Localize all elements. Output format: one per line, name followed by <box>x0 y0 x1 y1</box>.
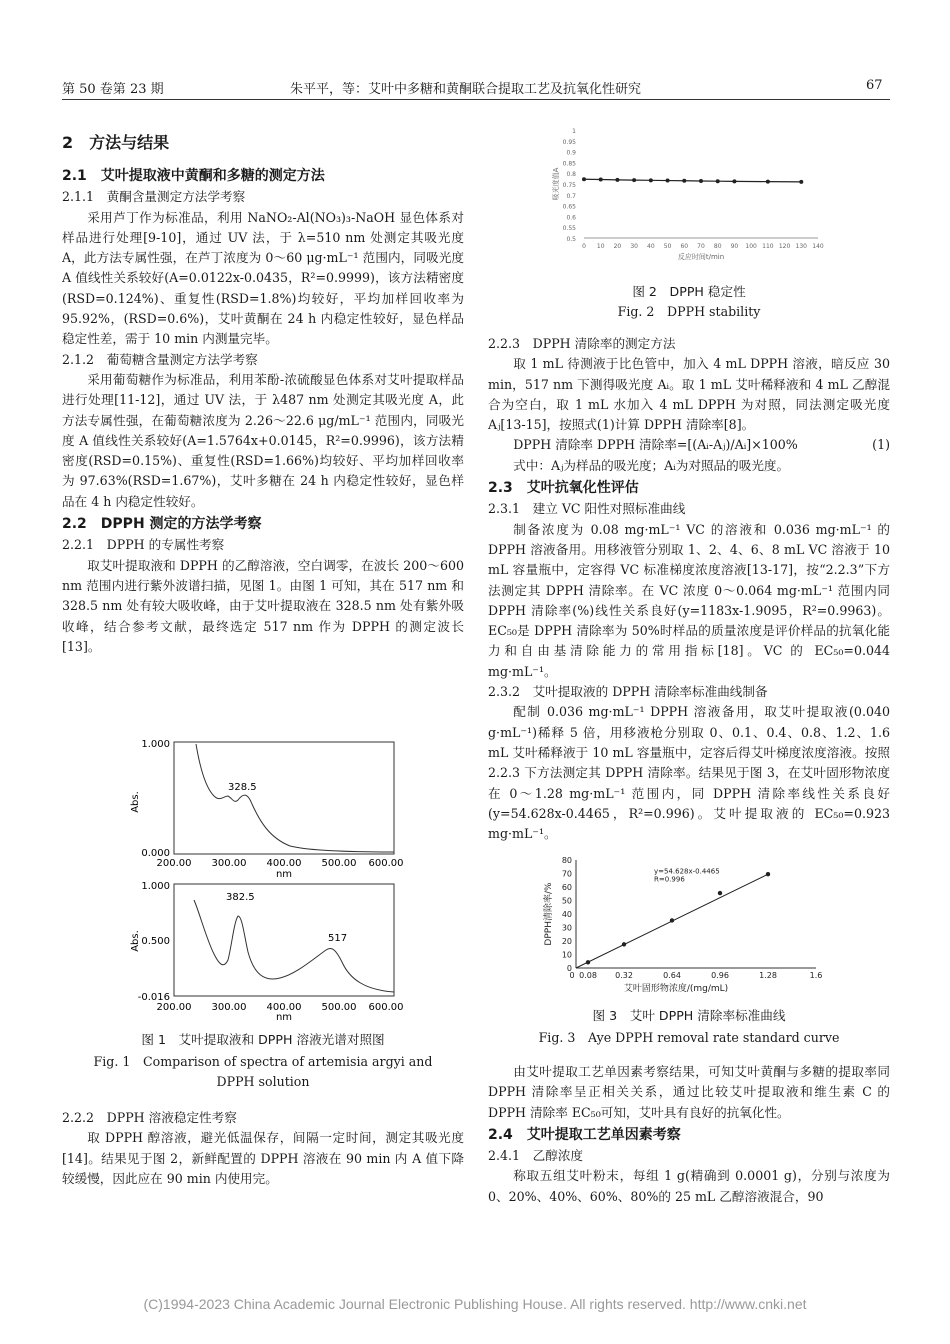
fig2-ytick-label: 0.95 <box>562 138 576 146</box>
fig3-caption-en: Fig. 3 Aye DPPH removal rate standard curve <box>538 1030 840 1045</box>
fig1-bottom-xtick: 300.00 <box>211 1002 247 1013</box>
fig2-caption-en: Fig. 2 DPPH stability <box>617 304 761 319</box>
fig3-caption-cn: 图 3 艾叶 DPPH 清除率标准曲线 <box>592 1008 786 1023</box>
fig2-ytick-label: 0.55 <box>562 225 576 233</box>
fig3-data-point <box>718 891 722 895</box>
fig3-ytick-label: 60 <box>561 883 572 892</box>
fig2-xtick-label: 140 <box>812 243 824 250</box>
fig2-data-point <box>632 178 636 182</box>
left-column-bottom <box>62 1108 464 1189</box>
fig1-bottom-peak-label-2: 517 <box>328 933 348 944</box>
section-title: 2 方法与结果 <box>62 133 170 152</box>
fig2-xtick-label: 10 <box>596 243 605 250</box>
fig1-top-xtick: 300.00 <box>211 858 247 869</box>
paragraph-2-1-2: 采用葡萄糖作为标准品，利用苯酚-浓硫酸显色体系对艾叶提取样品进行处理[11-12]，通过 UV 法，于 λ487 nm 处测定其吸光度 A，此方法专属性强，在葡萄糖浓度为 2.26～22.6 μg/mL⁻¹ 范围内，同吸光度 A 值线性关系较好(A=1.5764x+0.0145，R²=0.9996)，该方法精密度(RSD=0.15%)、重复性(RSD=1.66%)均较好、平均加样回收率为 97.63%(RSD=1.67%)，艾叶多糖在 24 h 内稳定性较好，显色样品在 4 h 内稳定性较好。 <box>62 371 464 509</box>
fig3-xtick-label: 0.32 <box>615 971 633 980</box>
fig1-caption-cn: 图 1 艾叶提取液和 DPPH 溶液光谱对照图 <box>141 1032 385 1047</box>
paragraph-2-3-conclusion: 由艾叶提取工艺单因素考察结果，可知艾叶黄酮与多糖的提取率同 DPPH 清除率呈正相关关系，通过比较艾叶提取液和维生素 C 的 DPPH 清除率 EC₅₀可知，艾叶具有良好的抗氧化性。 <box>488 1064 890 1120</box>
subsection-2-3-1-title: 2.3.1 建立 VC 阳性对照标准曲线 <box>488 501 686 517</box>
fig1-top-ylabel: Abs. <box>130 791 141 813</box>
fig2-data-point <box>582 177 586 181</box>
fig2-data-point <box>699 179 703 183</box>
fig3-ytick-label: 30 <box>561 923 572 933</box>
fig3-data-point <box>670 918 674 922</box>
fig2-xtick-label: 30 <box>630 243 638 250</box>
right-column <box>488 334 890 844</box>
subsection-2-2-1-title: 2.2.1 DPPH 的专属性考察 <box>62 537 225 553</box>
fig2-data-point <box>599 177 603 181</box>
subsection-2-4-1-title: 2.4.1 乙醇浓度 <box>488 1148 584 1164</box>
subsection-2-2-3-title: 2.2.3 DPPH 清除率的测定方法 <box>488 336 676 351</box>
fig2-ytick-label: 0.7 <box>566 192 576 200</box>
fig2-xtick-label: 20 <box>613 243 622 250</box>
fig1-caption-en-2: DPPH solution <box>216 1074 310 1089</box>
fig2-ytick-label: 0.5 <box>566 236 576 243</box>
fig2-xtick-label: 120 <box>778 243 791 250</box>
fig2-ytick-label: 1 <box>572 128 576 135</box>
fig2-data-point <box>615 178 619 182</box>
fig1-bottom-ytick: 0.500 <box>141 936 170 947</box>
fig3-ytick-label: 70 <box>561 869 572 879</box>
left-column <box>62 164 464 657</box>
fig1-bottom-xtick: 500.00 <box>321 1002 357 1013</box>
paragraph-2-2-2: 取 DPPH 醇溶液，避光低温保存，间隔一定时间，测定其吸光度[14]。结果见于图 2，新鲜配置的 DPPH 溶液在 90 min 内 A 值下降较缓慢，因此应在 90 min 内使用完。 <box>62 1130 464 1186</box>
figure-3-dpph-removal-curve <box>540 852 840 1002</box>
fig1-bottom-ytick: -0.016 <box>137 992 170 1003</box>
fig2-xtick-label: 90 <box>730 243 739 250</box>
fig3-xtick-label: 0.64 <box>663 971 681 980</box>
paragraph-2-1-1: 采用芦丁作为标准品，利用 NaNO₂-Al(NO₃)₃-NaOH 显色体系对样品进行处理[9-10]，通过 UV 法，于 λ=510 nm 处测定其吸光度 A，此方法专属性强，在芦丁浓度为 0～60 μg·mL⁻¹ 范围内，同吸光度 A 值线性关系较好(A=0.0122x-0.0435，R²=0.9999)，该方法精密度(RSD=0.124%)、重复性(RSD=1.8%)均较好，平均加样回收率为 95.92%，(RSD=0.6%)，艾叶黄酮在 24 h 内稳定性较好，显色样品稳定性差，需于 10 min 内测量完毕。 <box>62 209 464 347</box>
fig2-ytick-label: 0.65 <box>562 203 576 211</box>
fig2-data-point <box>732 179 736 183</box>
fig1-bottom-peak-label-1: 382.5 <box>226 892 255 903</box>
fig2-xtick-label: 40 <box>647 243 655 250</box>
fig1-top-xlabel: nm <box>275 869 293 880</box>
equation-1 <box>488 435 890 455</box>
fig3-xtick-label: 0.96 <box>711 971 729 980</box>
fig2-xtick-label: 130 <box>795 243 808 250</box>
fig2-ytick-label: 0.75 <box>562 182 576 189</box>
fig3-xtick-label: 1.6 <box>809 971 823 980</box>
fig3-r-annotation: R=0.996 <box>654 875 685 884</box>
paragraph-2-3-1: 制备浓度为 0.08 mg·mL⁻¹ VC 的溶液和 0.036 mg·mL⁻¹ 的 DPPH 溶液备用。用移液管分别取 1、2、4、6、8 mL VC 溶液于 10 mL 容量瓶中，定容得 VC 标准梯度浓度溶液[13-17]，按“2.2.3”下方法测定其 DPPH 清除率。在 VC 浓度 0～0.064 mg·mL⁻¹ 范围内同 DPPH 清除率(%)线性关系良好(y=1183x-1.9095，R²=0.9963)。EC₅₀是 DPPH 清除率为 50%时样品的质量浓度是评价样品的抗氧化能力和自由基清除能力的常用指标[18]。VC 的 EC₅₀=0.044 mg·mL⁻¹。 <box>488 521 890 679</box>
paragraph-2-3-2: 配制 0.036 mg·mL⁻¹ DPPH 溶液备用，取艾叶提取液(0.040 g·mL⁻¹)稀释 5 倍，用移液枪分别取 0、0.1、0.4、0.8、1.2、1.6 mL 艾叶稀释液于 10 mL 容量瓶中，定容后得艾叶梯度浓度溶液。按照 2.2.3 下方法测定其 DPPH 清除率。结果见于图 3，在艾叶固形物浓度在 0～1.28 mg·mL⁻¹ 范围内，同 DPPH 清除率线性关系良好(y=54.628x-0.4465，R²=0.996)。艾叶提取液的 EC₅₀=0.923 mg·mL⁻¹。 <box>488 704 890 842</box>
paragraph-2-2-1: 取艾叶提取液和 DPPH 的乙醇溶液，空白调零，在波长 200～600 nm 范围内进行紫外波谱扫描，见图 1。由图 1 可知，其在 517 nm 和 328.5 nm 处有较大吸收峰，由于艾叶提取液在 328.5 nm 处有紫外吸收峰，结合参考文献，最终选定 517 nm 作为 DPPH 的测定波长[13]。 <box>62 557 464 654</box>
fig3-equation-annotation: y=54.628x-0.4465 <box>654 867 720 876</box>
fig3-ytick-label: 10 <box>561 950 572 960</box>
fig2-xtick-label: 50 <box>663 243 672 250</box>
fig2-data-point <box>682 179 686 183</box>
fig2-xtick-label: 70 <box>697 243 705 250</box>
fig1-bottom-xtick: 200.00 <box>156 1002 192 1013</box>
fig2-data-point <box>716 179 720 183</box>
figure-2-dpph-stability <box>548 120 828 270</box>
fig2-data-point <box>766 180 770 184</box>
paragraph-2-2-3: 取 1 mL 待测液于比色管中，加入 4 mL DPPH 溶液，暗反应 30 min，517 nm 下测得吸光度 Aᵢ。取 1 mL 艾叶稀释液和 4 mL 乙醇混合为空白，取 1 mL 水加入 4 mL DPPH 为对照，同法测定吸光度 Aⱼ[13-15]，按照式(1)计算 DPPH 清除率[8]。 <box>488 356 890 433</box>
fig1-top-peak-label: 328.5 <box>228 782 257 793</box>
fig3-xtick-label: 1.28 <box>759 971 777 980</box>
subsection-2-4-title: 2.4 艾叶提取工艺单因素考察 <box>488 1126 681 1143</box>
fig2-data-point <box>799 180 803 184</box>
copyright-footer: (C)1994-2023 China Academic Journal Electronic Publishing House. All rights reserved. http://www.cnki.net <box>143 1296 807 1312</box>
fig2-xtick-label: 110 <box>762 243 774 250</box>
fig2-ylabel: 吸光度值A <box>552 167 560 201</box>
subsection-2-3-2-title: 2.3.2 艾叶提取液的 DPPH 清除率标准曲线制备 <box>488 684 768 700</box>
fig3-ytick-label: 0 <box>566 964 572 973</box>
fig1-bottom-ytick: 1.000 <box>141 881 170 892</box>
fig1-top-ytick: 0.000 <box>141 848 170 859</box>
fig2-xtick-label: 100 <box>745 243 757 250</box>
fig1-bottom-frame <box>174 884 394 996</box>
fig2-xtick-label: 80 <box>713 243 722 250</box>
fig3-data-point <box>766 872 770 876</box>
subsection-2-2-title: 2.2 DPPH 测定的方法学考察 <box>62 516 262 533</box>
fig1-caption-en-1: Fig. 1 Comparison of spectra of artemisia argyi and <box>93 1054 433 1069</box>
page-number: 67 <box>866 78 883 93</box>
fig1-top-xtick: 400.00 <box>266 858 302 869</box>
fig1-top-frame <box>174 742 394 854</box>
fig3-ytick-label: 80 <box>561 856 572 865</box>
equation-1-number: (1) <box>872 437 890 453</box>
fig1-top-xtick: 500.00 <box>321 858 357 869</box>
fig3-ytick-label: 20 <box>561 937 572 946</box>
fig1-bottom-spectrum <box>194 900 394 992</box>
equation-1-where: 式中：Aⱼ为样品的吸光度；Aᵢ为对照品的吸光度。 <box>513 457 790 473</box>
fig3-ytick-label: 40 <box>561 910 572 919</box>
fig2-xtick-label: 0 <box>582 243 586 250</box>
paragraph-2-4-1: 称取五组艾叶粉末，每组 1 g(精确到 0.0001 g)，分别与浓度为 0、20%、40%、60%、80%的 25 mL 乙醇溶液混合，90 <box>488 1168 890 1204</box>
fig2-data-point <box>649 178 653 182</box>
figure-1-spectra <box>120 738 410 1020</box>
right-column-bottom <box>488 1062 890 1207</box>
equation-1-body: DPPH 清除率 DPPH 清除率=[(Aᵢ-Aⱼ)/Aᵢ]×100% <box>513 437 798 453</box>
fig1-bottom-xlabel: nm <box>275 1012 293 1020</box>
fig3-data-point <box>622 942 626 946</box>
fig2-ytick-label: 0.6 <box>566 214 576 222</box>
fig2-xtick-label: 60 <box>680 243 689 250</box>
subsection-2-1-2-title: 2.1.2 葡萄糖含量测定方法学考察 <box>62 351 258 367</box>
running-title: 朱平平，等：艾叶中多糖和黄酮联合提取工艺及抗氧化性研究 <box>290 82 642 97</box>
subsection-2-1-title: 2.1 艾叶提取液中黄酮和多糖的测定方法 <box>62 168 325 184</box>
fig1-top-ytick: 1.000 <box>141 739 170 750</box>
fig2-ytick-label: 0.85 <box>562 160 576 168</box>
fig1-top-xtick: 200.00 <box>156 858 192 869</box>
fig2-caption-cn: 图 2 DPPH 稳定性 <box>632 284 746 299</box>
subsection-2-3-title: 2.3 艾叶抗氧化性评估 <box>488 480 639 497</box>
journal-issue: 第 50 卷第 23 期 <box>62 82 164 97</box>
fig3-ylabel: DPPH清除率/% <box>544 882 554 946</box>
subsection-2-2-2-title: 2.2.2 DPPH 溶液稳定性考察 <box>62 1110 237 1125</box>
fig1-bottom-ylabel: Abs. <box>130 930 141 952</box>
fig2-xlabel: 反应时间t/min <box>677 253 725 261</box>
fig3-xtick-label: 0.08 <box>579 971 597 980</box>
fig2-ytick-label: 0.8 <box>566 171 576 179</box>
fig3-xlabel: 艾叶固形物浓度/(mg/mL) <box>623 984 729 994</box>
fig1-top-spectrum <box>196 744 394 852</box>
fig3-ytick-label: 50 <box>561 896 572 906</box>
fig1-bottom-xtick: 600.00 <box>368 1002 404 1013</box>
fig1-top-xtick: 600.00 <box>368 858 404 869</box>
fig2-ytick-label: 0.9 <box>566 149 576 157</box>
fig1-bottom-xtick: 400.00 <box>266 1002 302 1013</box>
fig3-data-point <box>586 960 590 964</box>
subsection-2-1-1-title: 2.1.1 黄酮含量测定方法学考察 <box>62 189 246 205</box>
header-rule <box>62 99 890 100</box>
fig3-xtick-label: 0 <box>569 971 575 980</box>
fig2-data-point <box>666 179 670 183</box>
